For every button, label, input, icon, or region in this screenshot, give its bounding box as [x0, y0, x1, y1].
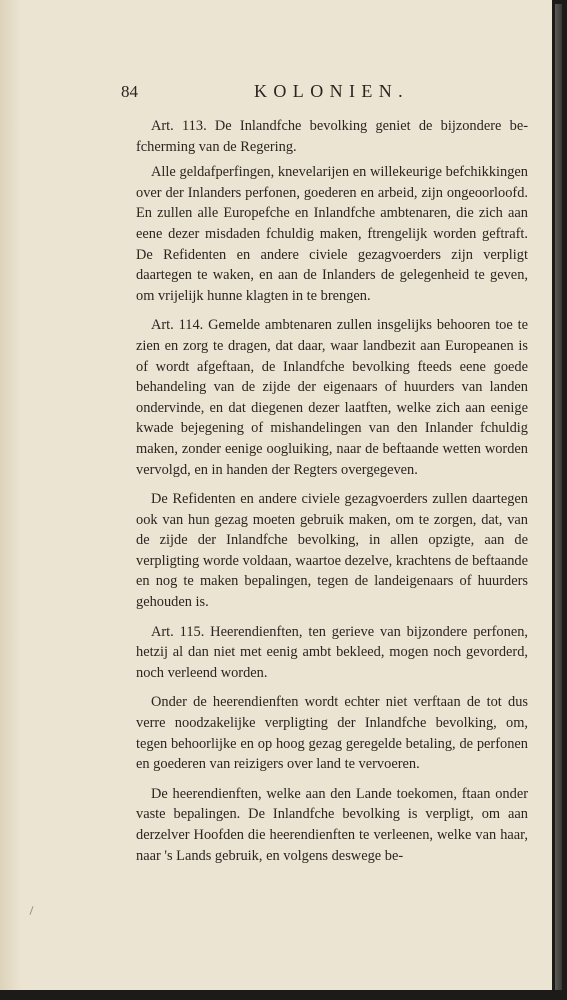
paragraph-art-114: [136, 315, 528, 480]
bottom-edge: [0, 990, 567, 1000]
paragraph: [136, 162, 528, 306]
running-title: KOLONIEN.: [254, 81, 410, 101]
paragraph-art-113: [136, 116, 528, 157]
paragraph: [136, 489, 528, 613]
paragraph-text: De Refidenten en andere civiele gezagvoerders zullen daartegen ook van hun gezag moeten gebruik maken, om te zorgen, dat, van de zijde der Inlandfche bevolking, in allen opzigte, aan de verpligting worde voldaan, waartoe dezelve, krachtens de beftaande en nog te maken bepalingen, tegen de landeigenaars of huurders gehouden is.: [136, 491, 528, 611]
page-blemish: [29, 906, 33, 915]
page-number: 84: [121, 82, 138, 101]
paragraph-text: Onder de heerendienften wordt echter niet verftaan de tot dus verre noodzakelijke verpligting der Inlandfche bevolking, om, tegen behoorlijke en op hoog gezag geregelde betaling, de perfonen en goederen van reizigers over land te vervoeren.: [136, 694, 528, 773]
paragraph-text: Heerendienften, ten gerieve van bijzondere perfonen, hetzij al dan niet met eenig ambt bekleed, mogen noch gevorderd, noch verleend worden.: [136, 623, 529, 681]
article-label: Art. 113.: [151, 118, 207, 134]
paragraph-text: Gemelde ambtenaren zullen insgelijks behooren toe te zien en zorg te dragen, dat daar, waar landbezit aan Europeanen is of wordt afgeftaan, de Inlandfche bevolking fteeds eene goede behandeling van de zijde der eigenaars of huurders van landen ondervinde, en dat diegenen dezer laatften, welke zich aan eenige kwade bejegening of mishandelingen van den Inlander fchuldig maken, zonder eenige oogluiking, naar de beftaande wetten worden vervolgd, en in handen der Regters overgegeven.: [136, 317, 528, 478]
paragraph: [136, 692, 528, 774]
article-label: Art. 114.: [151, 317, 204, 334]
paragraph-text: Alle geldafperfingen, knevelarijen en willekeurige befchikkingen over der Inlanders perfonen, goederen en arbeid, zijn ongeoorloofd. En zullen alle Europefche en Inlandfche ambtenaren, die zich aan eene dezer misdaden fchuldig maken, ftrengelijk worden geftraft. De Refidenten en andere civiele gezagvoerders zijn verpligt daartegen te waken, en aan de Inlanders de gelegenheid te geven, om vrijelijk hunne klagten in te brengen.: [136, 164, 528, 304]
article-label: Art. 115.: [151, 623, 205, 640]
paragraph-text: De Inlandfche bevolking geniet de bijzondere befcherming van de Regering.: [136, 118, 529, 155]
paragraph-art-115: [136, 622, 528, 684]
page-edge-strip: [555, 4, 562, 990]
page-header: [121, 80, 537, 106]
paragraph: [136, 784, 528, 866]
page-body: [136, 116, 528, 866]
paragraph-text: De heerendienften, welke aan den Lande toekomen, ftaan onder vaste bepalingen. De Inlandfche bevolking is verpligt, om aan derzelver Hoofden die heerendienften te verleenen, welke van haar, naar 's Lands gebruik, en volgens deswege be-: [136, 785, 528, 864]
